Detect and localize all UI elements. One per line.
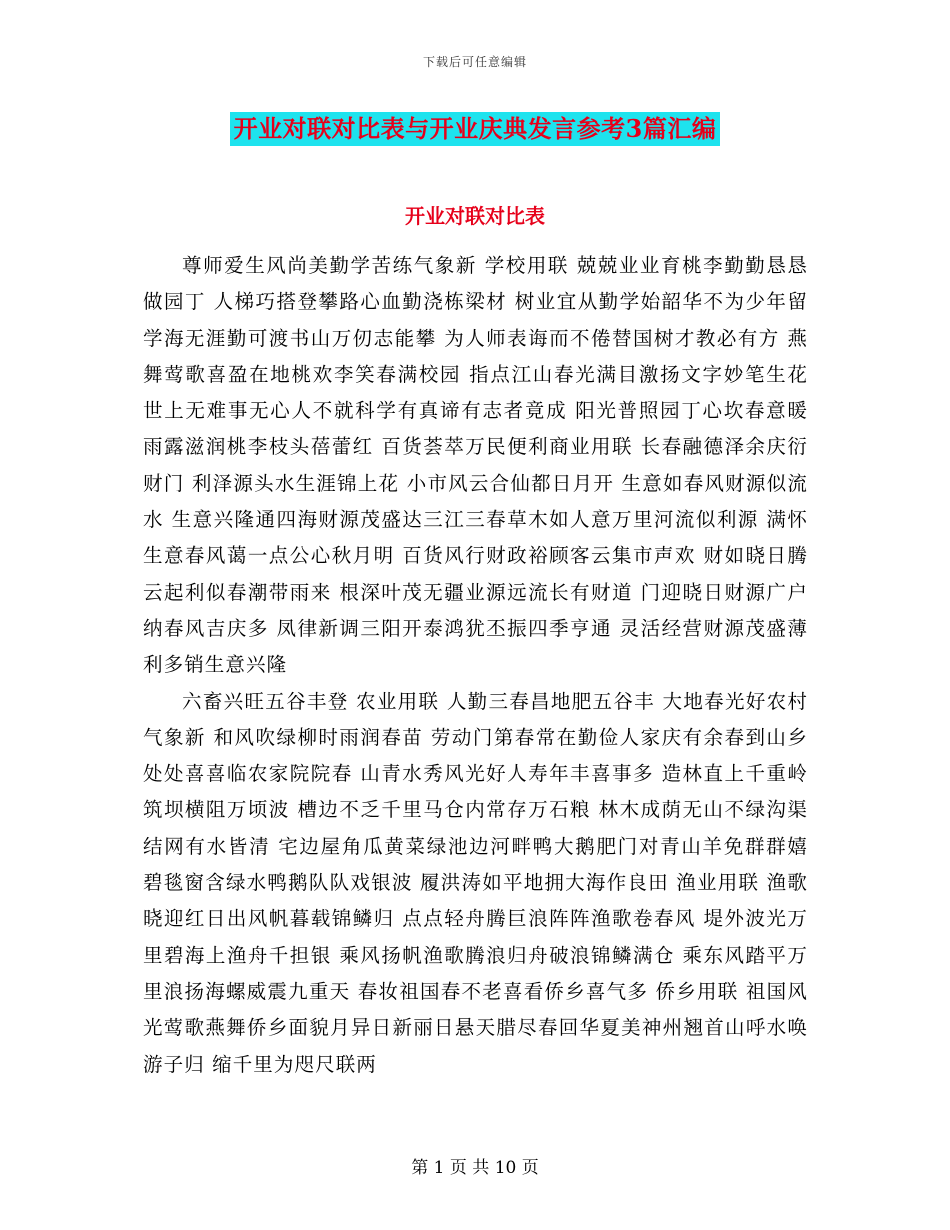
section-heading: 开业对联对比表 [405, 204, 545, 228]
page-number: 1 [433, 1158, 445, 1178]
body-paragraph-2: 六畜兴旺五谷丰登 农业用联 人勤三春昌地肥五谷丰 大地春光好农村气象新 和风吹绿柳时雨润春苗 劳动门第春常在勤俭人家庆有余春到山乡处处喜喜临农家院院春 山青水秀风光好人寿年丰喜事多 造林直上千重岭筑坝横阻万顷波 槽边不乏千里马仓内常存万石粮 林木成荫无山不绿沟渠结网有水皆清 宅边屋角瓜黄菜绿池边河畔鸭大鹅肥门对青山羊免群群嬉碧毯窗含绿水鸭鹅队队戏银波 履洪涛如平地拥大海作良田 渔业用联 渔歌晓迎红日出风帆暮载锦鳞归 点点轻舟腾巨浪阵阵渔歌卷春风 堤外波光万里碧海上渔舟千担银 乘风扬帆渔歌腾浪归舟破浪锦鳞满仓 乘东风踏平万里浪扬海螺威震九重天 春妆祖国春不老喜看侨乡喜气多 侨乡用联 祖国风光莺歌燕舞侨乡面貌月异日新丽日悬天腊尽春回华夏美神州翘首山呼水唤游子归 缩千里为咫尺联两 [143, 689, 808, 1076]
header-note: 下载后可任意编辑 [422, 55, 527, 69]
document-title: 开业对联对比表与开业庆典发言参考3篇汇编 [230, 112, 721, 146]
page-label-prefix: 第 [411, 1158, 429, 1178]
title-wrapper [0, 112, 950, 146]
page-label-suffix: 页 [521, 1158, 539, 1178]
body-paragraph-1: 尊师爱生风尚美勤学苦练气象新 学校用联 兢兢业业育桃李勤勤恳恳做园丁 人梯巧搭登攀路心血勤浇栋梁材 树业宜从勤学始韶华不为少年留 学海无涯勤可渡书山万仞志能攀 为人师表诲而不倦替国树才教必有方 燕舞莺歌喜盈在地桃欢李笑春满校园 指点江山春光满目激扬文字妙笔生花 世上无难事无心人不就科学有真谛有志者竟成 阳光普照园丁心坎春意暖雨露滋润桃李枝头蓓蕾红 百货荟萃万民便利商业用联 长春融德泽余庆衍财门 利泽源头水生涯锦上花 小市风云合仙都日月开 生意如春风财源似流水 生意兴隆通四海财源茂盛达三江三春草木如人意万里河流似利源 满怀生意春风蔼一点公心秋月明 百货风行财政裕顾客云集市声欢 财如晓日腾云起利似春潮带雨来 根深叶茂无疆业源远流长有财道 门迎晓日财源广户纳春风吉庆多 凤律新调三阳开泰鸿犹丕振四季亨通 灵活经营财源茂盛薄利多销生意兴隆 [143, 254, 808, 677]
page-label-middle: 页 共 [449, 1158, 490, 1178]
document-body [143, 248, 808, 1083]
total-pages: 10 [494, 1158, 517, 1178]
page-footer [0, 1153, 950, 1178]
